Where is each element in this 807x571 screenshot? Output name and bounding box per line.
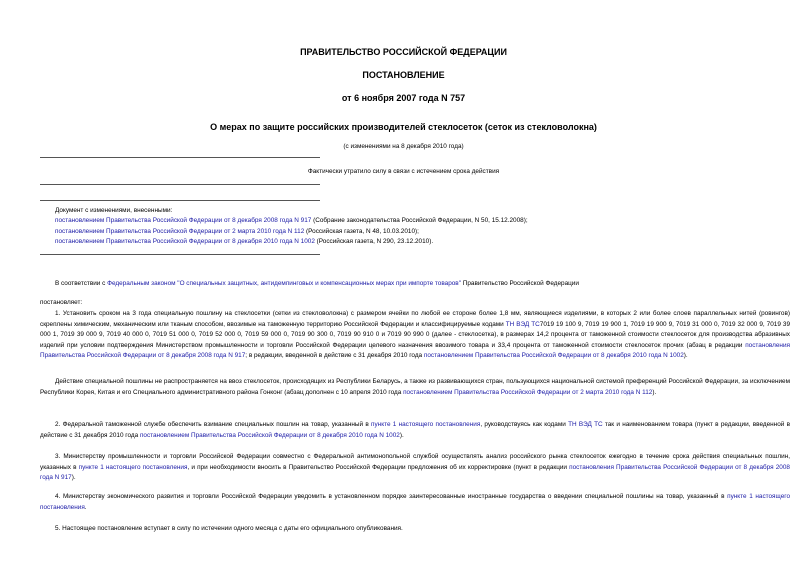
amendment-link[interactable]: постановлением Правительства Российской Федерации от 8 декабря 2010 года N 1002 xyxy=(55,238,315,245)
decree-1002-link[interactable]: постановлением Правительства Российской Федерации от 8 декабря 2010 года N 1002 xyxy=(139,431,400,439)
amendments-intro: Документ с изменениями, внесенными: xyxy=(55,207,173,214)
status-note: Фактически утратило силу в связи с истечением срока действия xyxy=(307,168,500,175)
decree-917-link[interactable]: постановления Правительства Российской Федерации от 8 декабря 2008 года N 917 xyxy=(40,341,790,359)
clause-2: 2. Федеральной таможенной службе обеспечить взимание специальных пошлин на товар, указанный в пункте 1 настоящего постановления, руководствуясь как кодами ТН ВЭД ТС так и наименованием товара (пункт в редакции, введенной в действие с 31 декабря 2010 года постановлением Правительства Российской Федерации от 8 декабря 2010 года N 1002). xyxy=(40,421,790,439)
amendment-link[interactable]: постановлением Правительства Российской Федерации от 8 декабря 2008 года N 917 xyxy=(55,217,312,224)
issuer-heading: ПРАВИТЕЛЬСТВО РОССИЙСКОЙ ФЕДЕРАЦИИ xyxy=(300,47,507,57)
decree-1002-link[interactable]: постановлением Правительства Российской Федерации от 8 декабря 2010 года N 1002 xyxy=(423,352,684,359)
document-date-number: от 6 ноября 2007 года N 757 xyxy=(341,93,466,103)
divider xyxy=(40,254,320,255)
amendment-source: (Российская газета, N 48, 10.03.2010); xyxy=(304,228,419,235)
clause-3: 3. Министерству промышленности и торговли Российской Федерации совместно с Федеральной антимонопольной службой осуществлять анализ российского рынка стеклосеток ежегодно в течение срока действия специальных пошлин, указанных в пункте 1 настоящего постановления, и при необходимости вносить в Правительство Российской Федерации предложения об их корректировке (пункт в редакции постановления Правительства Российской Федерации от 8 декабря 2008 года N 917). xyxy=(40,453,790,481)
divider xyxy=(40,184,320,185)
divider xyxy=(40,200,320,201)
decree-112-link[interactable]: постановлением Правительства Российской Федерации от 2 марта 2010 года N 112 xyxy=(403,388,653,396)
tn-ved-link[interactable]: ТН ВЭД ТС xyxy=(505,320,540,328)
amendment-source: (Собрание законодательства Российской Федерации, N 50, 15.12.2008); xyxy=(311,217,528,224)
amendment-source: (Российская газета, N 290, 23.12.2010). xyxy=(314,238,434,245)
clause-1: 1. Установить сроком на 3 года специальную пошлину на стеклосетки (сетки из стекловолокна) с размером ячейки по любой ее стороне более 1,8 мм, являющиеся изделиями, в которых 2 или более слоев параллельных нитей (ровингов) скреплены химическим, механическим или тканым способом, ввозимые на таможенную территорию Российской Федерации и классифицируемые кодами ТН ВЭД ТС7019 19 100 9, 7019 19 900 1, 7019 19 900 9, 7019 31 000 0, 7019 32 000 9, 7019 39 000 1, 7019 39 000 9, 7019 40 000 0, 7019 51 000 0, 7019 52 000 0, 7019 59 000 0, 7019 90 300 0, 7019 90 910 0 и 7019 90 990 0 (далее - стеклосетка), в размерах 14,2 процента от таможенной стоимости стеклосеток для производства абразивных изделий при условии подтверждения Министерством промышленности и торговли Российской Федерации целевого назначения ввозимого товара и 33,4 процента от таможенной стоимости стеклосеток прочих (абзац в редакции постановления Правительства Российской Федерации от 8 декабря 2008 года N 917; в редакции, введенной в действие с 31 декабря 2010 года постановлением Правительства Российской Федерации от 8 декабря 2010 года N 1002). xyxy=(40,310,791,359)
amendment-item xyxy=(55,237,433,248)
clause-1-link[interactable]: пункте 1 настоящего постановления xyxy=(371,421,481,428)
decrees-word: постановляет: xyxy=(40,299,83,306)
document-title: О мерах по защите российских производителей стеклосеток (сеток из стекловолокна) xyxy=(210,122,597,132)
clause-5: 5. Настоящее постановление вступает в силу по истечении одного месяца с даты его официального опубликования. xyxy=(55,525,403,532)
changes-note: (с изменениями на 8 декабря 2010 года) xyxy=(343,143,464,150)
clause-4: 4. Министерству экономического развития и торговли Российской Федерации уведомить в установленном порядке заинтересованные иностранные государства о введении специальной пошлины на товар, указанный в пункте 1 настоящего постановления. xyxy=(40,493,790,511)
amendment-link[interactable]: постановлением Правительства Российской Федерации от 2 марта 2010 года N 112 xyxy=(55,228,305,235)
document-type: ПОСТАНОВЛЕНИЕ xyxy=(362,70,445,80)
preamble: В соответствии с Федеральным законом "О специальных защитных, антидемпинговых и компенсационных мерах при импорте товаров" Правительство Российской Федерации xyxy=(55,280,579,287)
amendment-item xyxy=(55,216,528,227)
clause-1-link[interactable]: пункте 1 настоящего постановления xyxy=(40,493,790,511)
federal-law-link[interactable]: Федеральным законом "О специальных защитных, антидемпинговых и компенсационных мерах при импорте товаров" xyxy=(107,280,461,287)
decree-917-link[interactable]: постановления Правительства Российской Федерации от 8 декабря 2008 года N 917 xyxy=(40,463,790,481)
clause-1-exemption: Действие специальной пошлины не распространяется на ввоз стеклосеток, происходящих из Республики Беларусь, а также из развивающихся стран, пользующихся национальной системой преференций Российской Федерации, за исключением Республики Корея, Китая и его Специального административного района Гонконг (абзац дополнен с 10 апреля 2010 года постановлением Правительства Российской Федерации от 2 марта 2010 года N 112). xyxy=(40,378,790,396)
clause-1-link[interactable]: пункте 1 настоящего постановления xyxy=(78,463,188,471)
divider xyxy=(40,157,320,158)
amendment-item xyxy=(55,227,419,238)
tn-ved-link[interactable]: ТН ВЭД ТС xyxy=(568,421,603,428)
